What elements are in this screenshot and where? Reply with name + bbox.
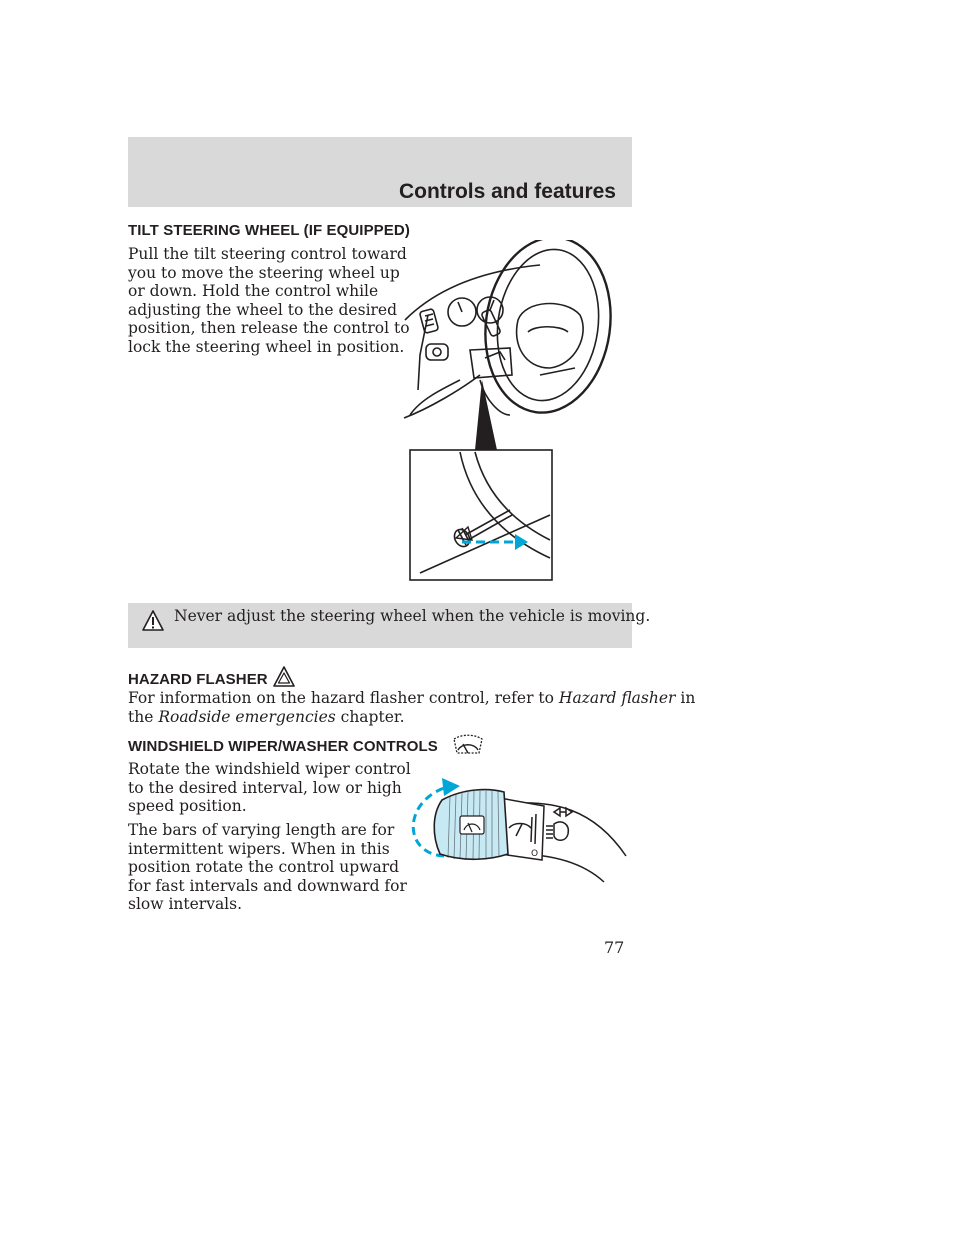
text-line: slow intervals. [128, 895, 243, 914]
wiper-stalk-illustration [404, 764, 634, 884]
text-line [128, 689, 695, 708]
text-run: the [128, 707, 159, 726]
hazard-flasher-heading: HAZARD FLASHER [128, 671, 268, 688]
text-line: position, then release the control to [128, 319, 410, 338]
text-run: For information on the hazard flasher control, refer to [128, 689, 559, 707]
text-run: chapter. [335, 707, 405, 726]
chapter-header-band [128, 137, 632, 207]
text-line: lock the steering wheel in position. [128, 337, 405, 356]
text-line: adjusting the wheel to the desired [128, 300, 398, 319]
text-line [128, 708, 695, 727]
text-line: or down. Hold the control while [128, 282, 379, 301]
chapter-title: Controls and features [398, 180, 616, 203]
warning-text: Never adjust the steering wheel when the vehicle is moving. [174, 607, 651, 625]
hazard-flasher-reference: Hazard flasher [558, 689, 676, 707]
tilt-steering-heading: TILT STEERING WHEEL (IF EQUIPPED) [128, 222, 410, 239]
wiper-paragraph-2 [128, 821, 407, 914]
text-line: you to move the steering wheel up [128, 263, 400, 282]
wiper-paragraph-1 [128, 760, 411, 816]
text-line: to the desired interval, low or high [128, 778, 402, 797]
warning-box [128, 603, 651, 648]
hazard-flasher-paragraph [128, 689, 695, 726]
tilt-steering-paragraph [128, 245, 410, 357]
text-line: The bars of varying length are for [128, 821, 395, 839]
windshield-wiper-icon [452, 734, 484, 756]
hazard-triangle-icon [273, 666, 295, 688]
steering-wheel-illustration [400, 240, 640, 585]
text-line: Pull the tilt steering control toward [128, 245, 407, 263]
warning-triangle-icon [142, 609, 164, 633]
wiper-controls-heading: WINDSHIELD WIPER/WASHER CONTROLS [128, 738, 438, 755]
text-line: for fast intervals and downward for [128, 876, 407, 895]
off-position-mark: O [531, 849, 539, 859]
text-line: Rotate the windshield wiper control [128, 760, 411, 778]
text-line: intermittent wipers. When in this [128, 839, 390, 858]
text-line: speed position. [128, 797, 247, 816]
page-number: 77 [604, 938, 625, 957]
text-line: position rotate the control upward [128, 858, 400, 877]
text-run: in [675, 689, 696, 707]
roadside-emergencies-reference: Roadside emergencies [158, 707, 336, 726]
